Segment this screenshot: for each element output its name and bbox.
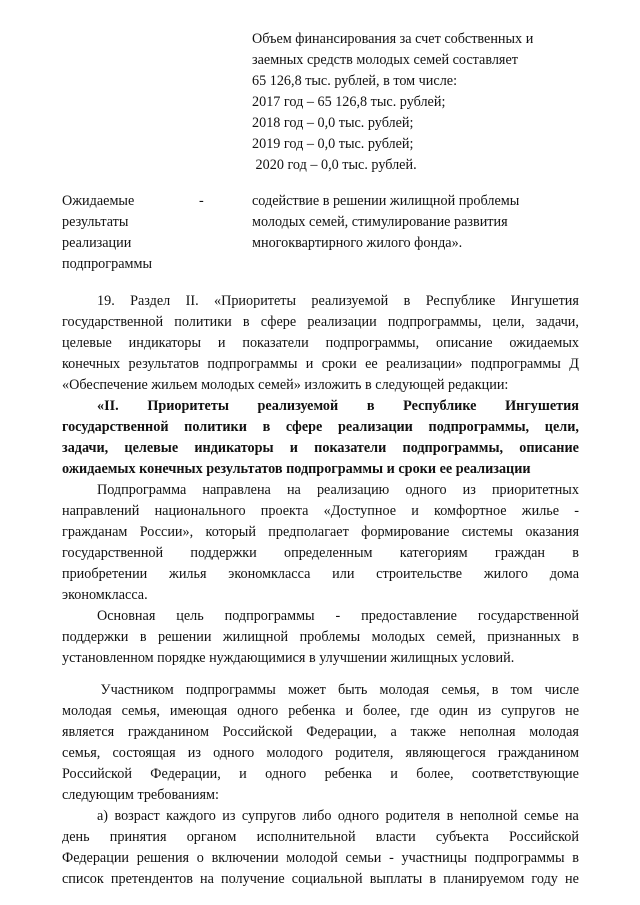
paragraph-line: конечных результатов подпрограммы и сроки ее реализации» подпрограммы Д	[62, 356, 579, 372]
paragraph-line: направлений национального проекта «Доступное и комфортное жилье -	[62, 503, 579, 519]
financing-line: 2017 год – 65 126,8 тыс. рублей;	[252, 94, 446, 110]
financing-line: 2019 год – 0,0 тыс. рублей;	[252, 136, 414, 152]
results-label-line: подпрограммы	[62, 256, 152, 272]
financing-line: 65 126,8 тыс. рублей, в том числе:	[252, 73, 458, 89]
paragraph-line: поддержки в решении жилищной проблемы молодых семей, признанных в	[62, 629, 579, 645]
heading-line: «II. Приоритеты реализуемой в Республике Ингушетия	[97, 398, 579, 414]
financing-line: заемных средств молодых семей составляет	[252, 52, 518, 68]
results-label-line: реализации	[62, 235, 132, 251]
paragraph-line: Подпрограмма направлена на реализацию одного из приоритетных	[97, 482, 579, 498]
paragraph-line: семья, состоящая из одного молодого родителя, являющегося гражданином	[62, 745, 579, 761]
paragraph-line: целевые индикаторы и показатели подпрограммы, описание ожидаемых	[62, 335, 579, 351]
paragraph-line: список претендентов на получение социальной выплаты в планируемом году не	[62, 871, 579, 887]
results-value-line: содействие в решении жилищной проблемы	[252, 193, 520, 209]
paragraph-line: является гражданином Российской Федерации, а также неполная молодая	[62, 724, 579, 740]
results-dash: -	[199, 193, 204, 209]
paragraph-line: установленном порядке нуждающимися в улучшении жилищных условий.	[62, 650, 515, 666]
paragraph-line: «Обеспечение жильем молодых семей» изложить в следующей редакции:	[62, 377, 509, 393]
results-value-line: молодых семей, стимулирование развития	[252, 214, 508, 230]
results-value-line: многоквартирного жилого фонда».	[252, 235, 463, 251]
paragraph-line: приобретении жилья экономкласса или строительстве жилого дома	[62, 566, 579, 582]
paragraph-line: Федерации решения о включении молодой семьи - участницы подпрограммы в	[62, 850, 579, 866]
heading-line: государственной политики в сфере реализации подпрограммы, цели,	[62, 419, 579, 435]
paragraph-line: Участником подпрограммы может быть молодая семья, в том числе	[97, 682, 579, 698]
paragraph-line: государственной политики в сфере реализации подпрограммы, цели, задачи,	[62, 314, 579, 330]
paragraph-line: гражданам России», который предполагает формирование системы оказания	[62, 524, 579, 540]
paragraph-line: 19. Раздел II. «Приоритеты реализуемой в Республике Ингушетия	[97, 293, 579, 309]
financing-line: Объем финансирования за счет собственных и	[252, 31, 534, 47]
paragraph-line: следующим требованиям:	[62, 787, 219, 803]
paragraph-line: Российской Федерации, и одного ребенка и более, соответствующие	[62, 766, 579, 782]
paragraph-line: Основная цель подпрограммы - предоставление государственной	[97, 608, 579, 624]
heading-line: задачи, целевые индикаторы и показатели подпрограммы, описание	[62, 440, 579, 456]
results-label-line: Ожидаемые	[62, 193, 135, 209]
financing-line: 2020 год – 0,0 тыс. рублей.	[252, 157, 417, 173]
paragraph-line: день принятия органом исполнительной власти субъекта Российской	[62, 829, 579, 845]
heading-line: ожидаемых конечных результатов подпрограммы и сроки ее реализации	[62, 461, 531, 477]
paragraph-line: государственной поддержки определенным категориям граждан в	[62, 545, 579, 561]
results-label-line: результаты	[62, 214, 129, 230]
paragraph-line: а) возраст каждого из супругов либо одного родителя в неполной семье на	[97, 808, 579, 824]
paragraph-line: экономкласса.	[62, 587, 148, 603]
paragraph-line: молодая семья, имеющая одного ребенка и более, где один из супругов не	[62, 703, 579, 719]
financing-line: 2018 год – 0,0 тыс. рублей;	[252, 115, 414, 131]
